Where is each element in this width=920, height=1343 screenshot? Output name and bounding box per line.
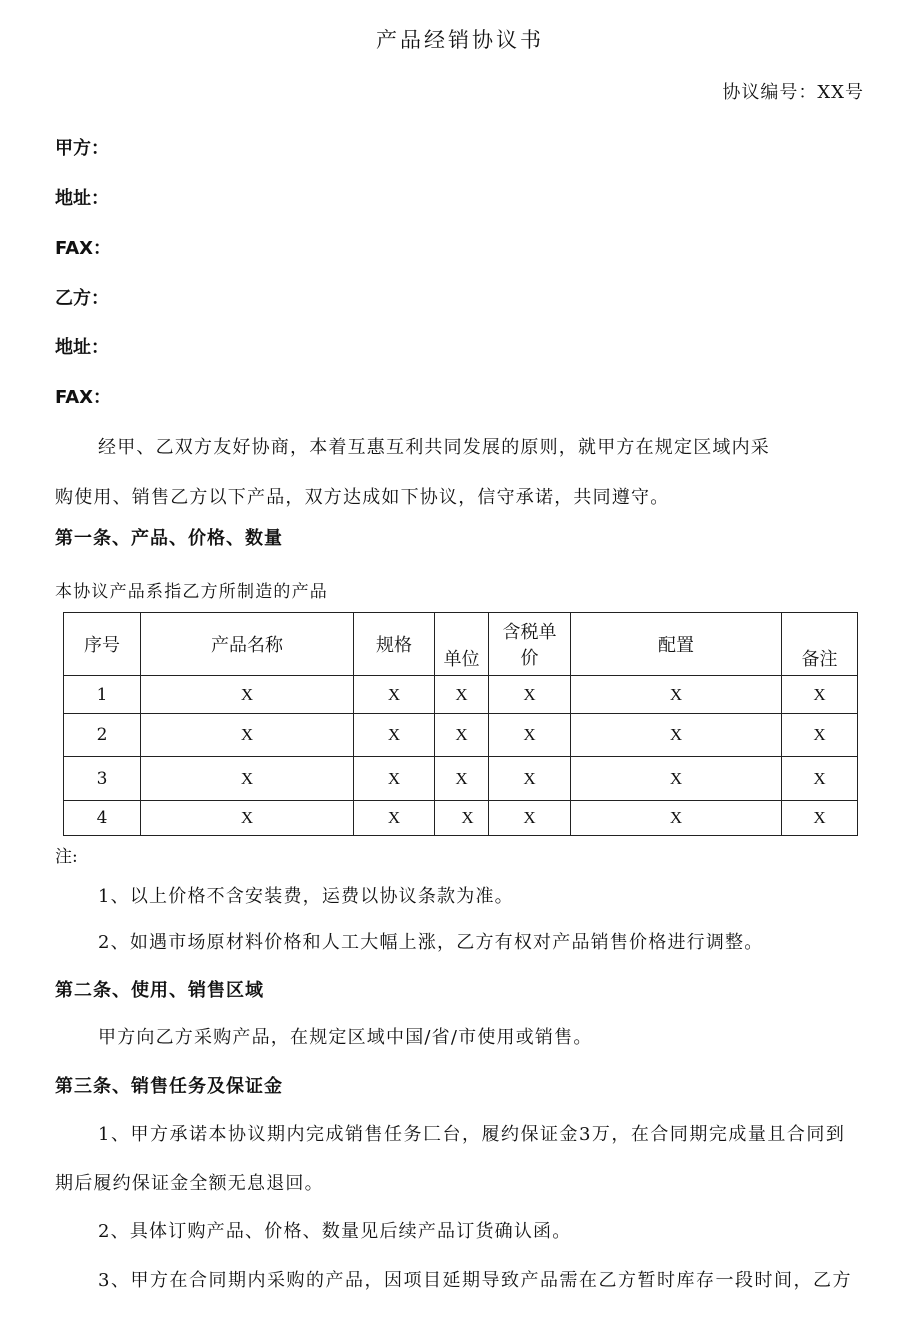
note-item-2: 2、如遇市场原材料价格和人工大幅上涨，乙方有权对产品销售价格进行调整。 [98, 932, 764, 953]
table-cell: 2 [64, 714, 141, 757]
header-cell-config: 配置 [571, 613, 782, 676]
article-3-item-1-line-1: 1、甲方承诺本协议期内完成销售任务匚台，履约保证金3万，在合同期完成量且合同到 [98, 1124, 846, 1145]
party-a-address-label: 地址： [55, 188, 109, 209]
header-cell-product-name: 产品名称 [141, 613, 354, 676]
header-cell-unit: 单位 [435, 613, 489, 676]
table-cell: 1 [64, 676, 141, 714]
table-row [64, 714, 858, 757]
agreement-number: 协议编号：XX号 [722, 82, 864, 103]
article-3-heading: 第三条、销售任务及保证金 [55, 1076, 283, 1097]
article-2-text: 甲方向乙方采购产品，在规定区域中国/省/市使用或销售。 [98, 1027, 593, 1048]
table-cell: X [489, 801, 571, 836]
table-row [64, 801, 858, 836]
table-cell: X [354, 757, 435, 801]
article-2-heading: 第二条、使用、销售区域 [55, 980, 264, 1001]
table-header-row [64, 613, 858, 676]
header-unit-price-line-2: 价 [520, 648, 539, 669]
table-cell: X [571, 676, 782, 714]
table-cell: X [571, 714, 782, 757]
table-cell: X [141, 676, 354, 714]
table-cell: X [435, 676, 489, 714]
table-cell: X [489, 714, 571, 757]
product-table [63, 612, 858, 836]
table-cell: 3 [64, 757, 141, 801]
table-cell: X [435, 757, 489, 801]
party-b-label: 乙方： [55, 288, 109, 309]
article-3-item-1-line-2: 期后履约保证金全额无息退回。 [55, 1173, 324, 1194]
table-row [64, 676, 858, 714]
table-cell: X [354, 801, 435, 836]
article-1-heading: 第一条、产品、价格、数量 [55, 528, 283, 549]
note-label: 注: [55, 847, 78, 867]
intro-line-2: 购使用、销售乙方以下产品，双方达成如下协议，信守承诺，共同遵守。 [55, 487, 670, 508]
table-cell: 4 [64, 801, 141, 836]
table-cell: X [571, 757, 782, 801]
header-cell-index: 序号 [64, 613, 141, 676]
table-row [64, 757, 858, 801]
table-cell: X [435, 714, 489, 757]
table-cell: X [141, 714, 354, 757]
table-cell: X [354, 714, 435, 757]
party-a-label: 甲方： [55, 138, 109, 159]
intro-line-1: 经甲、乙双方友好协商，本着互惠互利共同发展的原则，就甲方在规定区域内采 [98, 437, 770, 458]
party-b-fax-label: FAX： [55, 387, 112, 408]
header-unit-price-line-1: 含税单 [502, 622, 557, 643]
table-cell: X [571, 801, 782, 836]
table-cell: X [782, 714, 858, 757]
party-b-address-label: 地址： [55, 337, 109, 358]
table-cell: X [489, 757, 571, 801]
table-cell: X [435, 801, 489, 836]
table-cell: X [782, 801, 858, 836]
article-3-item-2: 2、具体订购产品、价格、数量见后续产品订货确认函。 [98, 1221, 572, 1242]
article-3-item-3: 3、甲方在合同期内采购的产品，因项目延期导致产品需在乙方暂时库存一段时间，乙方 [98, 1270, 852, 1291]
header-cell-spec: 规格 [354, 613, 435, 676]
article-1-description: 本协议产品系指乙方所制造的产品 [55, 582, 328, 602]
document-title: 产品经销协议书 [376, 28, 544, 52]
note-item-1: 1、以上价格不含安装费，运费以协议条款为准。 [98, 886, 514, 907]
header-cell-unit-price [489, 613, 571, 676]
header-cell-remarks: 备注 [782, 613, 858, 676]
table-cell: X [141, 757, 354, 801]
table-cell: X [782, 757, 858, 801]
table-cell: X [489, 676, 571, 714]
table-cell: X [141, 801, 354, 836]
table-cell: X [782, 676, 858, 714]
party-a-fax-label: FAX： [55, 238, 112, 259]
table-cell: X [354, 676, 435, 714]
